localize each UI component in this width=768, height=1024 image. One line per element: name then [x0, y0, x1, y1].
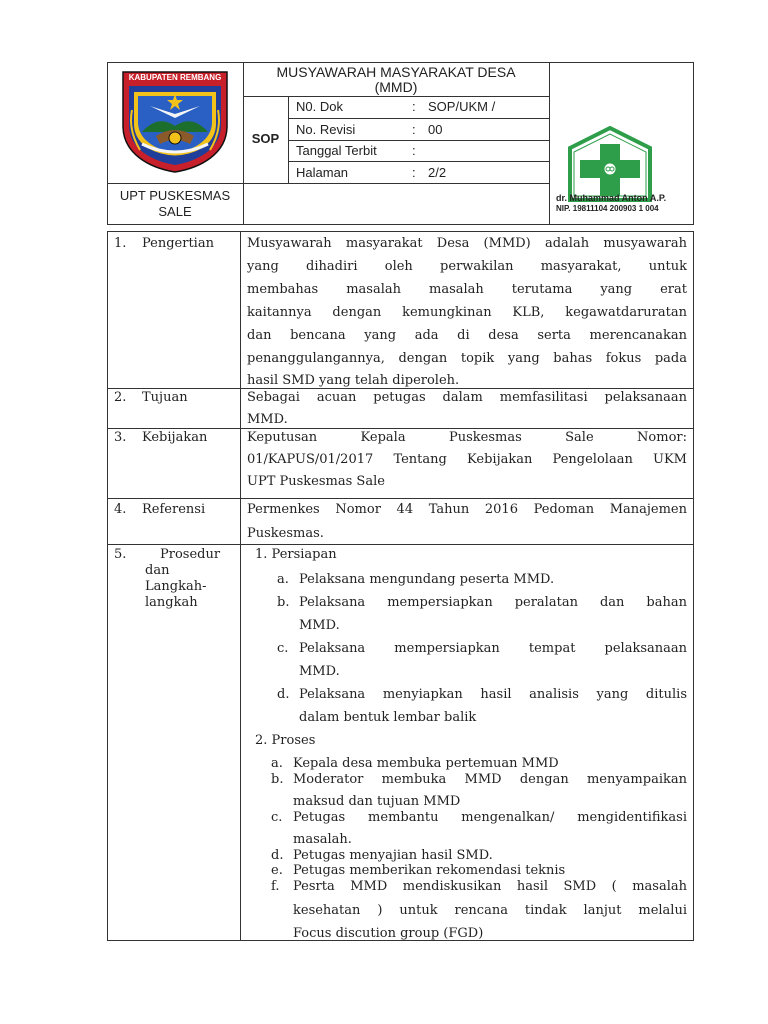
section-number: 4. — [114, 502, 127, 517]
list-marker: a. — [277, 572, 289, 587]
field-label-page: Halaman — [296, 165, 349, 180]
pengertian-line: penanggulangannya, dengan topik yang bahas fokus pada — [247, 351, 687, 366]
field-label-revision: No. Revisi — [296, 122, 356, 137]
field-label-doc-number: N0. Dok — [296, 99, 343, 114]
section-number: 5. — [114, 547, 127, 562]
persiapan-item: Pelaksana mempersiapkan peralatan dan bahan — [299, 595, 687, 610]
proses-item: Moderator membuka MMD dengan menyampaikan — [293, 772, 687, 787]
field-separator: : — [412, 165, 416, 180]
section-label-prosedur: Langkah- — [145, 579, 207, 594]
signer-name: dr. Muhammad Anton A.P. — [556, 193, 667, 203]
field-separator: : — [412, 122, 416, 137]
section-label-prosedur: langkah — [145, 595, 198, 610]
org-name-line1: UPT PUSKESMAS — [119, 188, 231, 203]
org-name-line2: SALE — [158, 204, 192, 219]
sop-label: SOP — [251, 131, 280, 146]
tujuan-line: Sebagai acuan petugas dalam memfasilitasi pelaksanaan — [247, 390, 687, 405]
field-label-issue-date: Tanggal Terbit — [296, 143, 377, 158]
pengertian-line: kaitannya dengan kemungkinan KLB, kegawatdaruratan — [247, 305, 687, 320]
proses-item: Pesrta MMD mendiskusikan hasil SMD ( masalah — [293, 879, 687, 894]
list-marker: d. — [277, 687, 290, 702]
pengertian-line: dan bencana yang ada di desa serta merencanakan — [247, 328, 687, 343]
section-label-referensi: Referensi — [142, 502, 206, 517]
section-number: 1. — [114, 236, 127, 251]
signer-nip: NIP. 19811104 200903 1 004 — [556, 204, 659, 213]
proses-item: Petugas membantu mengenalkan/ mengidentifikasi — [293, 810, 687, 825]
persiapan-item: MMD. — [299, 618, 340, 633]
pengertian-line: hasil SMD yang telah diperoleh. — [247, 373, 460, 388]
section-label-kebijakan: Kebijakan — [142, 430, 208, 445]
proses-item: masalah. — [293, 832, 352, 847]
persiapan-item: dalam bentuk lembar balik — [299, 710, 477, 725]
persiapan-item: Pelaksana menyiapkan hasil analisis yang ditulis — [299, 687, 687, 702]
proses-item: Kepala desa membuka pertemuan MMD — [293, 756, 559, 771]
regency-label: KABUPATEN REMBANG — [128, 73, 222, 82]
kebijakan-line: Keputusan Kepala Puskesmas Sale Nomor: — [247, 430, 687, 445]
field-value-revision: 00 — [428, 122, 443, 137]
regency-shield-logo — [120, 70, 230, 174]
list-marker: e. — [271, 863, 283, 878]
field-separator: : — [412, 143, 416, 158]
proses-item: Petugas menyajian hasil SMD. — [293, 848, 493, 863]
persiapan-item: Pelaksana mengundang peserta MMD. — [299, 572, 555, 587]
list-marker: b. — [277, 595, 290, 610]
section-label-prosedur: Prosedur — [160, 547, 221, 562]
referensi-line: Puskesmas. — [247, 526, 324, 541]
section-label-pengertian: Pengertian — [142, 236, 214, 251]
field-value-page: 2/2 — [428, 165, 447, 180]
document-title-line2: (MMD) — [374, 79, 418, 95]
pengertian-line: membahas masalah masalah terutama yang erat — [247, 282, 687, 297]
section-number: 3. — [114, 430, 127, 445]
list-marker: c. — [277, 641, 289, 656]
tujuan-line: MMD. — [247, 412, 288, 427]
section-label-tujuan: Tujuan — [142, 390, 188, 405]
field-value-doc-number: SOP/UKM / — [428, 99, 496, 114]
kebijakan-line: 01/KAPUS/01/2017 Tentang Kebijakan Pengelolaan UKM — [247, 452, 687, 467]
proses-item: Petugas memberikan rekomendasi teknis — [293, 863, 566, 878]
list-marker: c. — [271, 810, 283, 825]
kebijakan-line: UPT Puskesmas Sale — [247, 474, 385, 489]
list-marker: b. — [271, 772, 284, 787]
proses-item: maksud dan tujuan MMD — [293, 794, 461, 809]
proses-item: kesehatan ) untuk rencana tindak lanjut melalui — [293, 903, 687, 918]
section-label-prosedur: dan — [145, 563, 170, 578]
field-separator: : — [412, 99, 416, 114]
document-title-line1: MUSYAWARAH MASYARAKAT DESA — [276, 64, 516, 80]
pengertian-line: Musyawarah masyarakat Desa (MMD) adalah musyawarah — [247, 236, 687, 251]
pengertian-line: yang dihadiri oleh perwakilan masyarakat, untuk — [247, 259, 687, 274]
referensi-line: Permenkes Nomor 44 Tahun 2016 Pedoman Manajemen — [247, 502, 687, 517]
section-number: 2. — [114, 390, 127, 405]
list-marker: f. — [271, 879, 280, 894]
list-marker: a. — [271, 756, 283, 771]
persiapan-heading: 1. Persiapan — [255, 547, 337, 562]
list-marker: d. — [271, 848, 284, 863]
persiapan-item: Pelaksana mempersiapkan tempat pelaksanaan — [299, 641, 687, 656]
persiapan-item: MMD. — [299, 664, 340, 679]
proses-heading: 2. Proses — [255, 733, 316, 748]
proses-item: Focus discution group (FGD) — [293, 926, 484, 941]
